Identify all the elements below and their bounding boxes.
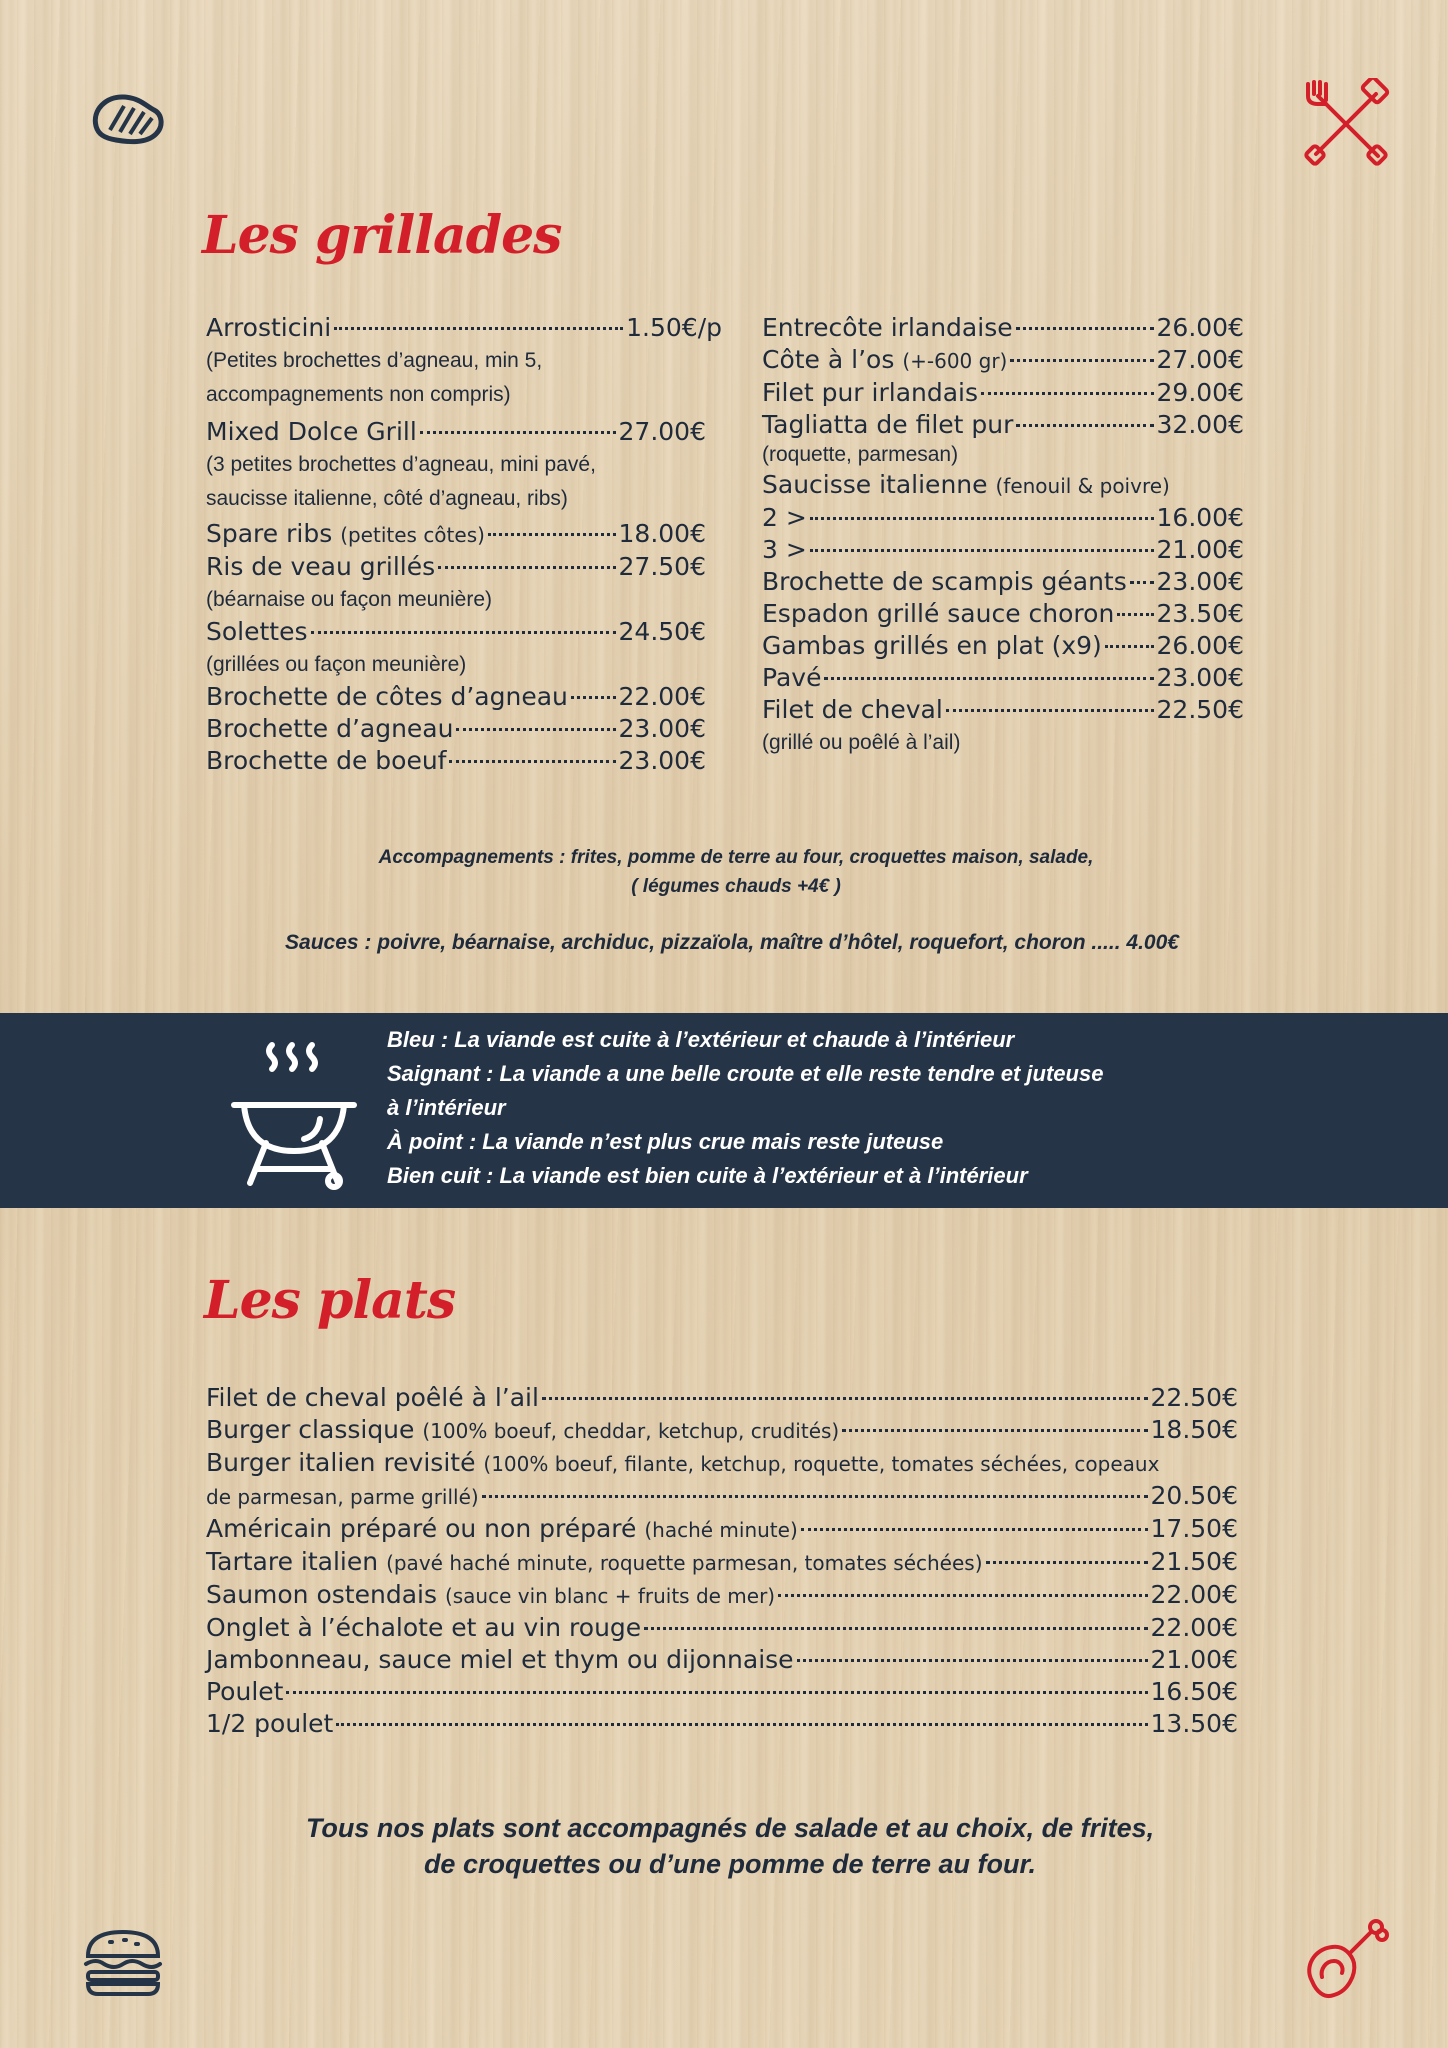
- menu-item: Arrosticini 1.50€/p: [206, 313, 722, 342]
- cuisson-text: [387, 1023, 1103, 1193]
- burger-icon: [82, 1928, 164, 1998]
- grillades-right-column: [762, 312, 1244, 759]
- cuisson-a-point: À point : La viande n’est plus crue mais reste juteuse: [387, 1129, 944, 1154]
- menu-item: Filet de cheval 22.50€: [762, 695, 1244, 724]
- menu-item: 1/2 poulet 13.50€: [206, 1709, 1238, 1738]
- ham-icon: [1300, 1915, 1392, 2005]
- menu-item: Brochette de boeuf 23.00€: [206, 746, 706, 775]
- menu-item: Saucisse italienne (fenouil & poivre): [762, 470, 1170, 499]
- menu-item: Pavé 23.00€: [762, 663, 1244, 692]
- menu-item: Tagliatta de filet pur 32.00€: [762, 410, 1244, 439]
- item-note: (béarnaise ou façon meunière): [206, 588, 493, 611]
- grillades-title: Les grillades: [202, 205, 562, 266]
- item-note: (grillé ou poêlé à l’ail): [762, 731, 961, 754]
- menu-item: Ris de veau grillés 27.50€: [206, 552, 706, 581]
- steak-icon: [88, 88, 166, 148]
- menu-item: Filet pur irlandais 29.00€: [762, 378, 1244, 407]
- item-note: (3 petites brochettes d’agneau, mini pavé, saucisse italienne, côté d’agneau, ribs): [206, 453, 596, 510]
- menu-item: Burger classique (100% boeuf, cheddar, ketchup, crudités) 18.50€: [206, 1415, 1238, 1444]
- menu-item: Côte à l’os (+-600 gr) 27.00€: [762, 345, 1244, 374]
- plats-list: [206, 1382, 1238, 1740]
- menu-item: Espadon grillé sauce choron 23.50€: [762, 599, 1244, 628]
- menu-item: Spare ribs (petites côtes) 18.00€: [206, 519, 706, 548]
- barbecue-grill-icon: [226, 1039, 362, 1191]
- item-note: (grillées ou façon meunière): [206, 653, 467, 676]
- plats-footer: Tous nos plats sont accompagnés de salade et au choix, de frites, de croquettes ou d’une pomme de terre au four.: [305, 1813, 1155, 1879]
- menu-item: 3 > 21.00€: [762, 535, 1244, 564]
- cuisson-bleu: Bleu : La viande est cuite à l’extérieur et chaude à l’intérieur: [387, 1027, 1015, 1052]
- menu-item: Entrecôte irlandaise 26.00€: [762, 313, 1244, 342]
- menu-item: Solettes 24.50€: [206, 617, 706, 646]
- menu-item: Gambas grillés en plat (x9) 26.00€: [762, 631, 1244, 660]
- menu-item: Onglet à l’échalote et au vin rouge 22.00€: [206, 1613, 1238, 1642]
- item-note: (roquette, parmesan): [762, 443, 959, 466]
- menu-item: Poulet 16.50€: [206, 1677, 1238, 1706]
- menu-item: Mixed Dolce Grill 27.00€: [206, 417, 706, 446]
- crossed-utensils-icon: [1300, 78, 1392, 170]
- plats-title: Les plats: [204, 1270, 456, 1331]
- menu-item: Saumon ostendais (sauce vin blanc + fruits de mer) 22.00€: [206, 1580, 1238, 1609]
- cuisson-bien-cuit: Bien cuit : La viande est bien cuite à l’extérieur et à l’intérieur: [387, 1163, 1028, 1188]
- menu-item: Américain préparé ou non préparé (haché minute) 17.50€: [206, 1514, 1238, 1543]
- cuisson-saignant: Saignant : La viande a une belle croute et elle reste tendre et juteuse: [387, 1061, 1104, 1086]
- item-note: (Petites brochettes d’agneau, min 5, accompagnements non compris): [206, 349, 543, 406]
- grillades-left-column: [206, 312, 722, 777]
- menu-item: 2 > 16.00€: [762, 503, 1244, 532]
- menu-item: Filet de cheval poêlé à l’ail 22.50€: [206, 1383, 1238, 1412]
- sauces: Sauces : poivre, béarnaise, archiduc, pizzaïola, maître d’hôtel, roquefort, choron ..... 4.00€: [285, 931, 1179, 954]
- cuisson-saignant-cont: à l’intérieur: [387, 1095, 506, 1120]
- cuisson-band: [0, 1013, 1448, 1208]
- menu-item: Jambonneau, sauce miel et thym ou dijonnaise 21.00€: [206, 1645, 1238, 1674]
- menu-item: de parmesan, parme grillé) 20.50€: [206, 1481, 1238, 1510]
- menu-item: Tartare italien (pavé haché minute, roquette parmesan, tomates séchées) 21.50€: [206, 1547, 1238, 1576]
- accompagnements: Accompagnements : frites, pomme de terre au four, croquettes maison, salade, ( légumes chauds +4€ ): [378, 847, 1094, 897]
- menu-item: Brochette de côtes d’agneau 22.00€: [206, 682, 706, 711]
- menu-item: Brochette d’agneau 23.00€: [206, 714, 706, 743]
- menu-item: Brochette de scampis géants 23.00€: [762, 567, 1244, 596]
- menu-item: Burger italien revisité (100% boeuf, filante, ketchup, roquette, tomates séchées, copeaux: [206, 1448, 1160, 1477]
